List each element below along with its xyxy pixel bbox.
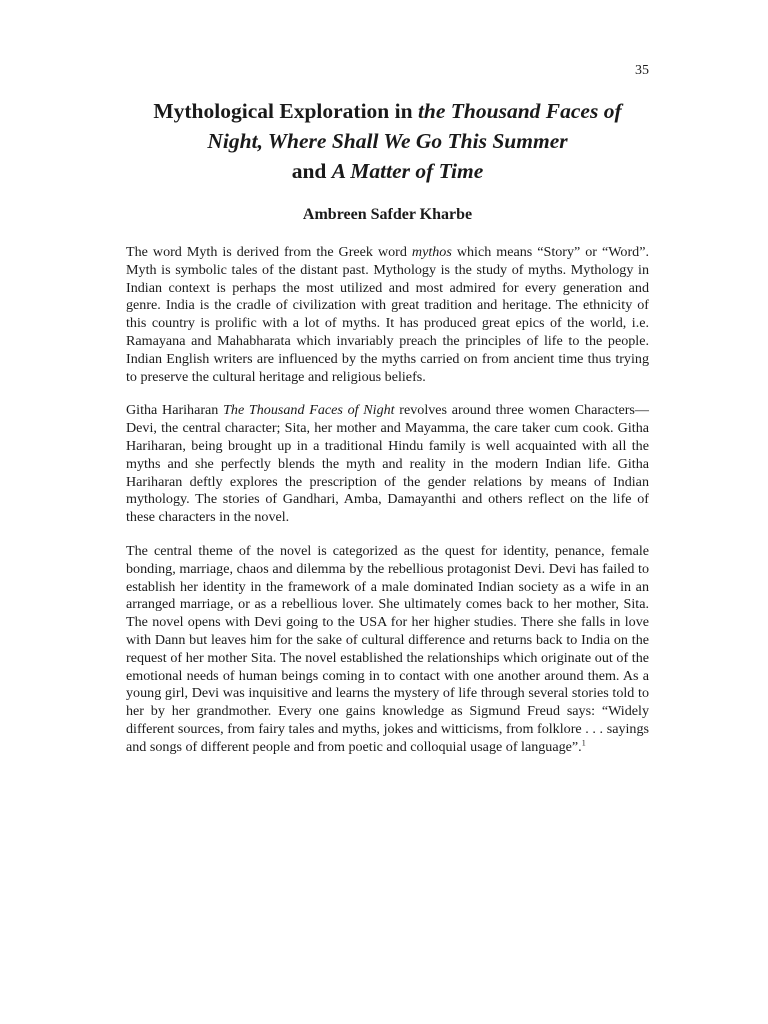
paragraph-2: [126, 402, 649, 527]
document-page: [126, 0, 649, 1024]
paragraph-1-before: The word Myth is derived from the Greek word: [126, 244, 412, 260]
title-line-3-italic: A Matter of Time: [331, 159, 484, 183]
title-line-1-prefix: Mythological Exploration in: [153, 99, 418, 123]
paragraph-2-italic: The Thousand Faces of Night: [223, 402, 395, 419]
title-line-3: [106, 156, 669, 186]
article-body: [126, 244, 649, 773]
title-line-1: [106, 96, 669, 126]
article-title: [106, 96, 669, 186]
footnote-marker[interactable]: 1: [581, 738, 586, 748]
page-number: 35: [635, 63, 649, 78]
title-line-2-italic: Night, Where Shall We Go This Summer: [207, 129, 568, 153]
paragraph-1-after: which means “Story” or “Word”. Myth is symbolic tales of the distant past. Mythology is the study of myths. Mythology in Indian context is perhaps the most utilized and most admired for every generation and genre. India is the cradle of civilization with great tradition and heritage. The ethnicity of this country is prolific with a lot of myths. It has produced great epics of the world, i.e. Ramayana and Mahabharata which invariably preach the principles of life to the people. Indian English writers are influenced by the myths carried on from ancient time thus trying to preserve the cultural heritage and religious beliefs.: [126, 244, 649, 385]
title-line-3-prefix: and: [291, 159, 332, 183]
title-line-2: [106, 126, 669, 156]
paragraph-3: [126, 543, 649, 757]
paragraph-1: [126, 244, 649, 386]
paragraph-1-italic: mythos: [411, 244, 452, 260]
paragraph-2-after: revolves around three women Characters—Devi, the central character; Sita, her mother and Mayamma, the care taker cum cook. Githa Hariharan, being brought up in a traditional Hindu family is well acquainted with all the myths and she perfectly blends the myth and reality in the modern Indian life. Githa Hariharan deftly explores the prescription of the gender relations by means of Indian mythology. The stories of Gandhari, Amba, Damayanthi and others reflect on the life of these characters in the novel.: [126, 402, 650, 526]
title-line-1-italic: the Thousand Faces of: [417, 99, 622, 123]
paragraph-3-text: The central theme of the novel is categorized as the quest for identity, penance, female bonding, marriage, chaos and dilemma by the rebellious protagonist Devi. Devi has failed to establish her identity in the framework of a male dominated Indian society as a wife in an arranged marriage, or as a rebellious lover. She ultimately comes back to her mother, Sita. The novel opens with Devi going to the USA for her higher studies. There she falls in love with Dann but leaves him for the sake of cultural difference and returns back to India on the request of her mother Sita. The novel established the relationships which originate out of the emotional needs of human beings coming in to contact with one another around them. As a young girl, Devi was inquisitive and learns the mystery of life through several stories told to her by her grandmother. Every one gains knowledge as Sigmund Freud says: “Widely different sources, from fairy tales and myths, jokes and witticisms, from folklore . . . sayings and songs of different people and from poetic and colloquial usage of language”.: [126, 542, 649, 755]
paragraph-2-before: Githa Hariharan: [126, 402, 224, 419]
author-name: Ambreen Safder Kharbe: [302, 206, 473, 223]
